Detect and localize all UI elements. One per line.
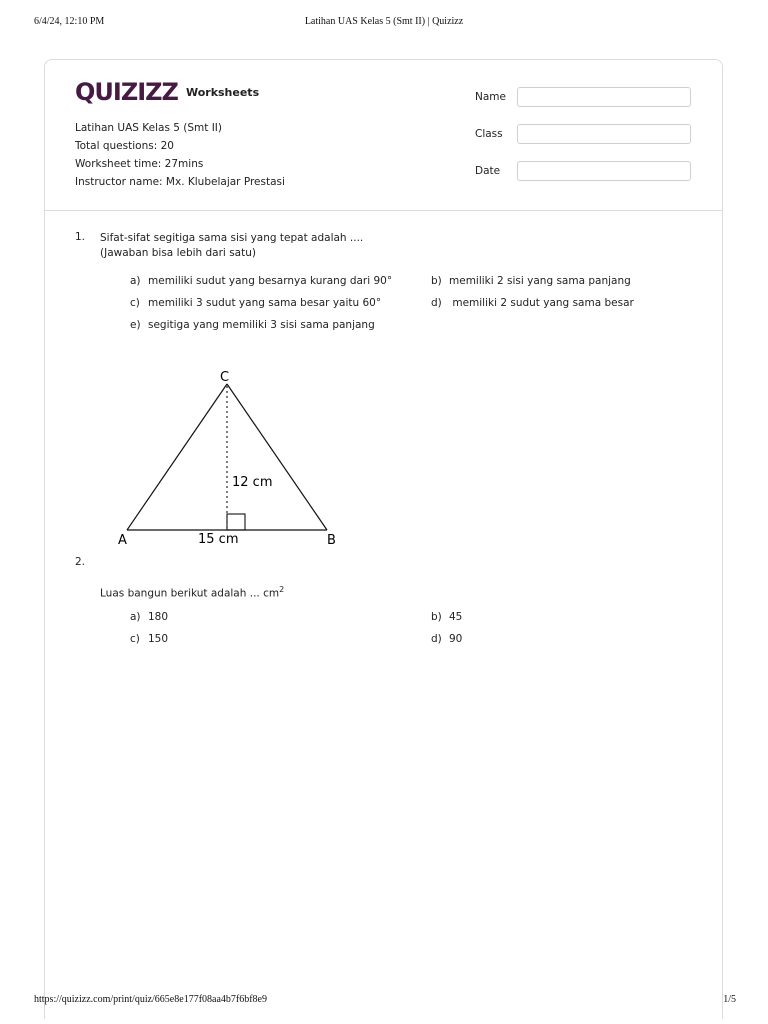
side-ac [127,384,227,530]
worksheet-header [45,60,722,211]
print-page-number: 1/5 [723,994,736,1005]
class-label: Class [475,128,503,140]
base-label: 15 cm [198,532,239,547]
date-label: Date [475,165,501,177]
option-text: memiliki 2 sudut yang sama besar [449,297,634,309]
question-superscript: 2 [279,585,285,594]
option-c [130,297,381,309]
worksheet-meta [75,119,285,191]
total-questions: Total questions: 20 [75,140,174,152]
option-letter: a) [130,611,141,623]
option-letter: e) [130,319,141,331]
option-text: segitiga yang memiliki 3 sisi sama panjang [148,319,375,331]
question-1 [75,231,695,341]
vertex-b-label: B [327,533,336,548]
question-line-1: Sifat-sifat segitiga sama sisi yang tepat adalah .... [100,232,364,244]
print-url: https://quizizz.com/print/quiz/665e8e177f08aa4b7f6bf8e9 [34,994,267,1005]
logo-wordmark: QUIZIZZ [75,78,178,106]
question-number: 2. [75,556,86,568]
option-letter: d) [431,297,442,309]
print-title: Latihan UAS Kelas 5 (Smt II) | Quizizz [304,16,464,27]
print-datetime: 6/4/24, 12:10 PM [34,16,105,27]
option-letter: d) [431,633,442,645]
option-letter: c) [130,297,140,309]
date-field[interactable] [517,161,691,181]
option-text: memiliki 3 sudut yang sama besar yaitu 60° [148,297,382,309]
side-cb [227,384,327,530]
option-b [431,611,462,623]
option-c [130,633,168,645]
option-a [130,611,168,623]
question-2 [75,556,695,652]
option-letter: b) [431,611,442,623]
class-field[interactable] [517,124,691,144]
worksheet-title: Latihan UAS Kelas 5 (Smt II) [75,122,223,134]
question-line-2: (Jawaban bisa lebih dari satu) [100,247,256,259]
option-text: 90 [449,633,463,645]
question-text [100,582,480,602]
option-text: 45 [449,611,463,623]
question-number: 1. [75,231,86,243]
option-letter: b) [431,275,442,287]
logo-subtitle: Worksheets [185,85,260,99]
name-label: Name [475,91,506,103]
class-row [475,124,691,144]
triangle-figure [111,365,351,550]
option-text: memiliki 2 sisi yang sama panjang [449,275,631,287]
option-b [431,275,631,287]
option-letter: a) [130,275,141,287]
instructor-name: Instructor name: Mx. Klubelajar Prestasi [75,176,285,188]
vertex-a-label: A [118,533,127,548]
option-e [130,319,375,331]
right-angle-mark [227,514,245,530]
option-letter: c) [130,633,140,645]
date-row [475,161,691,181]
quizizz-logo [75,79,259,105]
question-text [100,231,480,261]
option-text: 180 [148,611,169,623]
option-text: 150 [148,633,169,645]
question-line: Luas bangun berikut adalah ... cm [100,587,280,600]
option-text: memiliki sudut yang besarnya kurang dari 90° [148,275,393,287]
name-row [475,87,691,107]
vertex-c-label: C [220,370,230,385]
name-field[interactable] [517,87,691,107]
worksheet-card [44,59,723,1019]
option-d [431,633,462,645]
height-label: 12 cm [232,475,273,490]
option-a [130,275,392,287]
worksheet-time: Worksheet time: 27mins [75,158,204,170]
option-d [431,297,634,309]
